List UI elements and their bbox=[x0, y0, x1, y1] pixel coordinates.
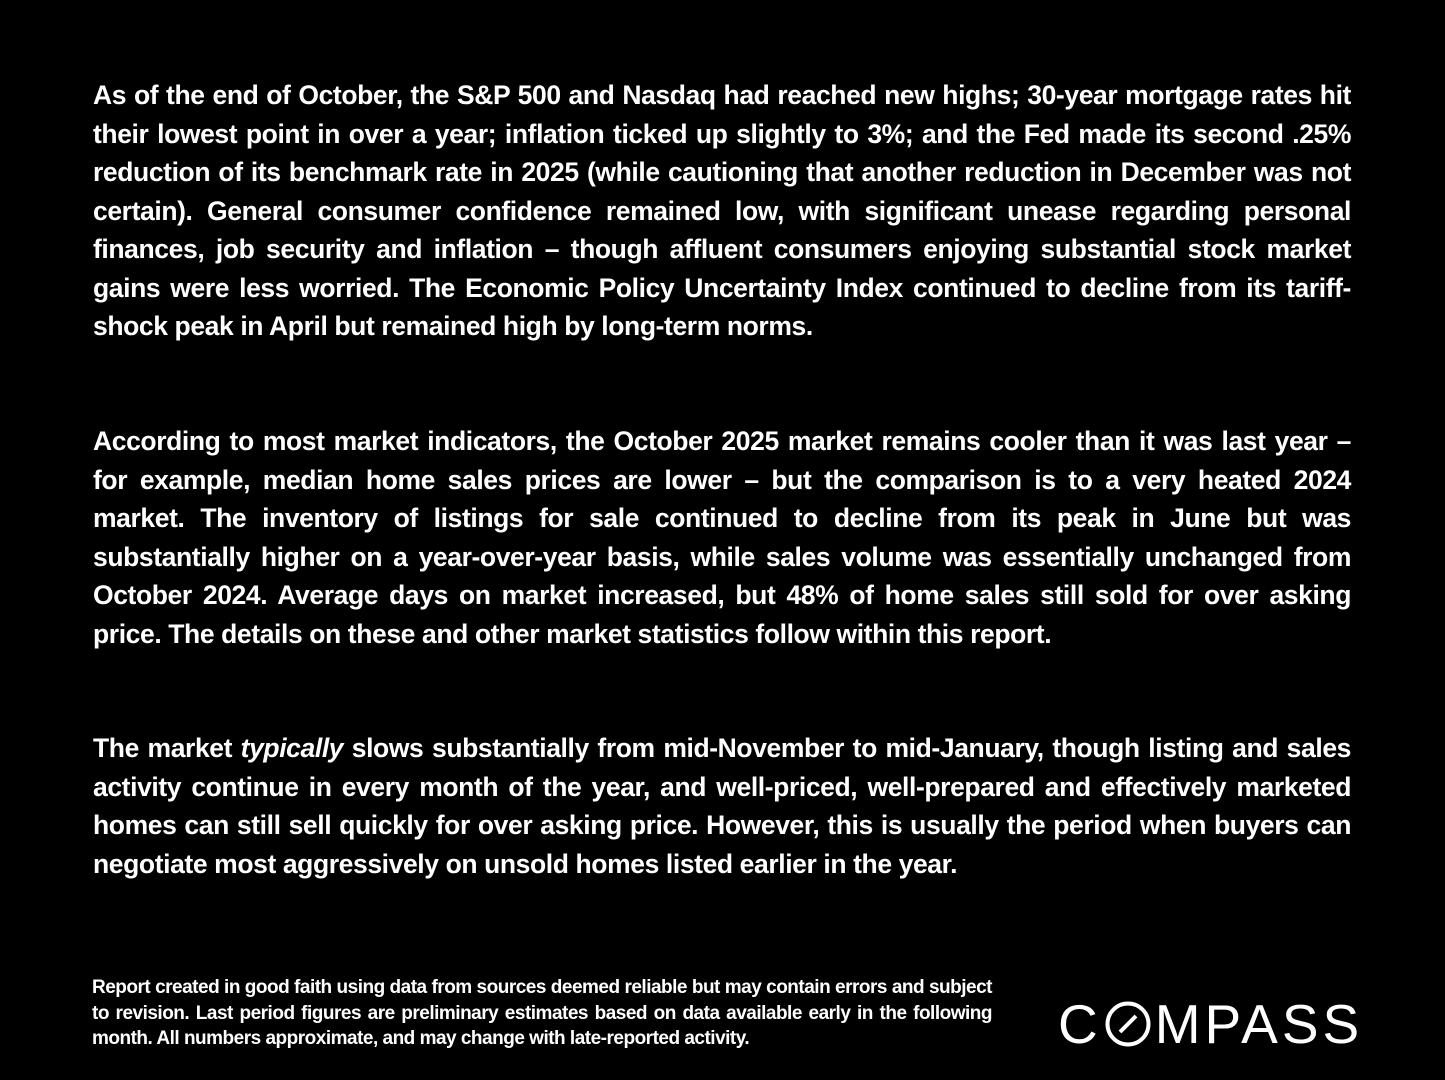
seasonal-text-italic-typically: typically bbox=[240, 733, 344, 763]
compass-logo bbox=[1058, 992, 1364, 1055]
footer-disclaimer: Report created in good faith using data from sources deemed reliable but may contain errors and subject to revision. Last period figures are preliminary estimates based on data available early in the following month. All numbers approximate, and may change with late-reported activity. bbox=[92, 977, 992, 1049]
compass-logo-letters-mpass: MPASS bbox=[1154, 992, 1364, 1055]
seasonal-text-end: slows substantially from mid-November to mid-January, though listing and sales activity continue in every month of the year, and well-priced, well-prepared and effectively marketed homes can still sell quickly for over asking price. However, this is usually the period when buyers can negotiate most aggressively on unsold homes listed earlier in the year. bbox=[93, 733, 1351, 879]
paragraph-seasonal-outlook bbox=[93, 729, 1351, 883]
compass-logo-letter-c: C bbox=[1058, 992, 1102, 1055]
paragraph-economy-intro: As of the end of October, the S&P 500 and Nasdaq had reached new highs; 30-year mortgage rates hit their lowest point in over a year; inflation ticked up slightly to 3%; and the Fed made its second .25% reduction of its benchmark rate in 2025 (while cautioning that another reduction in December was not certain). General consumer confidence remained low, with significant unease regarding personal finances, job security and inflation – though affluent consumers enjoying substantial stock market gains were less worried. The Economic Policy Uncertainty Index continued to decline from its tariff-shock peak in April but remained high by long-term norms. bbox=[93, 80, 1351, 341]
paragraph-market-stats: According to most market indicators, the October 2025 market remains cooler than it was last year – for example, median home sales prices are lower – but the comparison is to a very heated 2024 market. The inventory of listings for sale continued to decline from its peak in June but was substantially higher on a year-over-year basis, while sales volume was essentially unchanged from October 2024. Average days on market increased, but 48% of home sales still sold for over asking price. The details on these and other market statistics follow within this report. bbox=[93, 426, 1351, 649]
seasonal-text-start: The market bbox=[93, 733, 241, 763]
compass-needle-icon bbox=[1105, 1001, 1151, 1047]
